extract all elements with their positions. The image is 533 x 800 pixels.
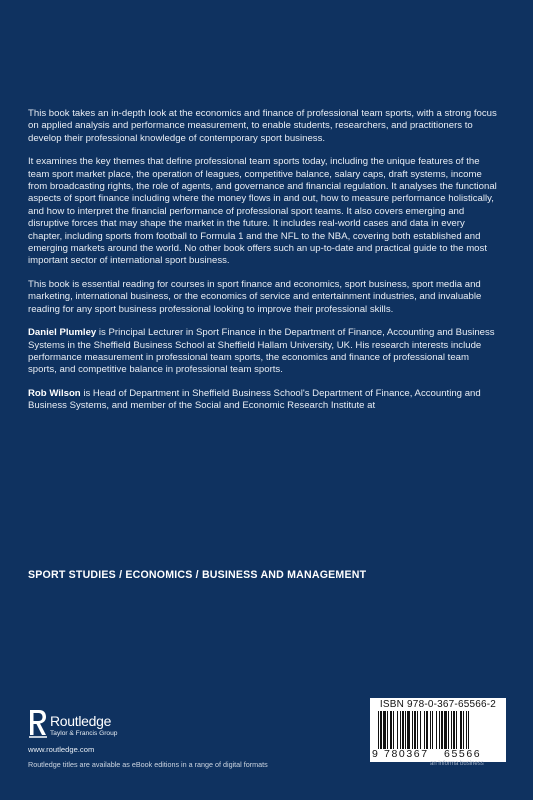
author-name: Daniel Plumley <box>28 327 97 339</box>
barcode-digit-first: 9 <box>372 748 378 760</box>
barcode-bar <box>439 711 440 749</box>
ebook-note: Routledge titles are available as eBook editions in a range of digital formats <box>28 760 268 769</box>
imprint-text: an informa business <box>430 761 484 767</box>
barcode-bar <box>451 711 452 749</box>
barcode-bar <box>453 711 455 749</box>
barcode-bar <box>460 711 462 749</box>
barcode-bar <box>463 711 464 749</box>
barcode-bar <box>466 711 467 749</box>
barcode-bar <box>380 711 382 749</box>
blurb-paragraph: It examines the key themes that define professional team sports today, including the unique features of the team sport market place, the operation of leagues, competitive balance, salary caps, draft systems, income from broadcasting rights, the role of agents, and governance and financial regulation. It analyses the functional aspects of sport finance including where the money flows in and out, how to measure performance holistically, and how to interpret the financial performance of professional sport teams. It also covers emerging and disruptive forces that may shape the market in the future. It includes real-world cases and data in every chapter, including sports from football to Formula 1 and the NFL to the NBA, covering both established and emerging markets around the world. No other book offers such an up-to-date and practical guide to the most important sector of international sport business. <box>28 156 497 267</box>
barcode-bar <box>444 711 447 749</box>
author-bio-text: is Head of Department in Sheffield Business School's Department of Finance, Accounting and Business Systems, and member of the Social and Economic Research Institute at <box>28 387 481 412</box>
barcode-bar <box>400 711 401 749</box>
barcode-bar <box>412 711 413 749</box>
publisher-block <box>28 708 228 756</box>
barcode-bar <box>393 711 394 749</box>
barcode-bar <box>414 711 416 749</box>
blurb-paragraph: This book is essential reading for courses in sport finance and economics, sport business, sport media and marketing, international business, or the economics of service and entertainment industries, and invaluable reading for any sport business professional looking to improve their professional skills. <box>28 278 482 315</box>
publisher-url: www.routledge.com <box>28 745 95 754</box>
barcode-digits-left: 780367 <box>384 748 429 760</box>
publisher-name: Routledge <box>50 713 112 729</box>
barcode-bar <box>390 711 392 749</box>
barcode-digits <box>370 748 506 762</box>
barcode-bar <box>448 711 449 749</box>
barcode-bar <box>424 711 425 749</box>
author-bio <box>28 388 500 413</box>
barcode-bar <box>387 711 388 749</box>
barcode-bar <box>441 711 443 749</box>
isbn-barcode <box>370 698 506 762</box>
barcode-bar <box>426 711 428 749</box>
barcode-digits-right: 65566 <box>444 748 482 760</box>
barcode-bar <box>407 711 410 749</box>
publisher-group: Taylor & Francis Group <box>50 730 118 737</box>
barcode-bar <box>436 711 437 749</box>
barcode-bar <box>383 711 386 749</box>
subject-category: SPORT STUDIES / ECONOMICS / BUSINESS AND MANAGEMENT <box>28 569 367 581</box>
blurb-paragraph: This book takes an in-depth look at the economics and finance of professional team sports, with a strong focus on applied analysis and performance measurement, to enable students, researchers, and practitioners to develop their professional knowledge of contemporary sport business. <box>28 108 497 144</box>
publisher-logo-icon <box>28 708 48 740</box>
isbn-label: ISBN 978-0-367-65566-2 <box>379 699 497 710</box>
author-name: Rob Wilson <box>28 387 81 399</box>
barcode-bar <box>378 711 379 749</box>
barcode-bars <box>378 711 498 749</box>
barcode-bar <box>405 711 406 749</box>
barcode-bar <box>432 711 433 749</box>
blurb <box>28 108 500 424</box>
barcode-bar <box>402 711 404 749</box>
barcode-bar <box>420 711 421 749</box>
barcode-bar <box>397 711 398 749</box>
barcode-bar <box>456 711 457 749</box>
author-bio <box>28 327 500 377</box>
barcode-bar <box>430 711 431 749</box>
author-bio-text: is Principal Lecturer in Sport Finance in the Department of Finance, Accounting and Business Systems in the Sheffield Business School at Sheffield Hallam University, UK. His research interests include performance measurement in professional team sports, the economics and finance of professional team sports, and competitive balance in professional team sports. <box>28 327 495 376</box>
barcode-bar <box>417 711 418 749</box>
barcode-bar <box>468 711 469 749</box>
